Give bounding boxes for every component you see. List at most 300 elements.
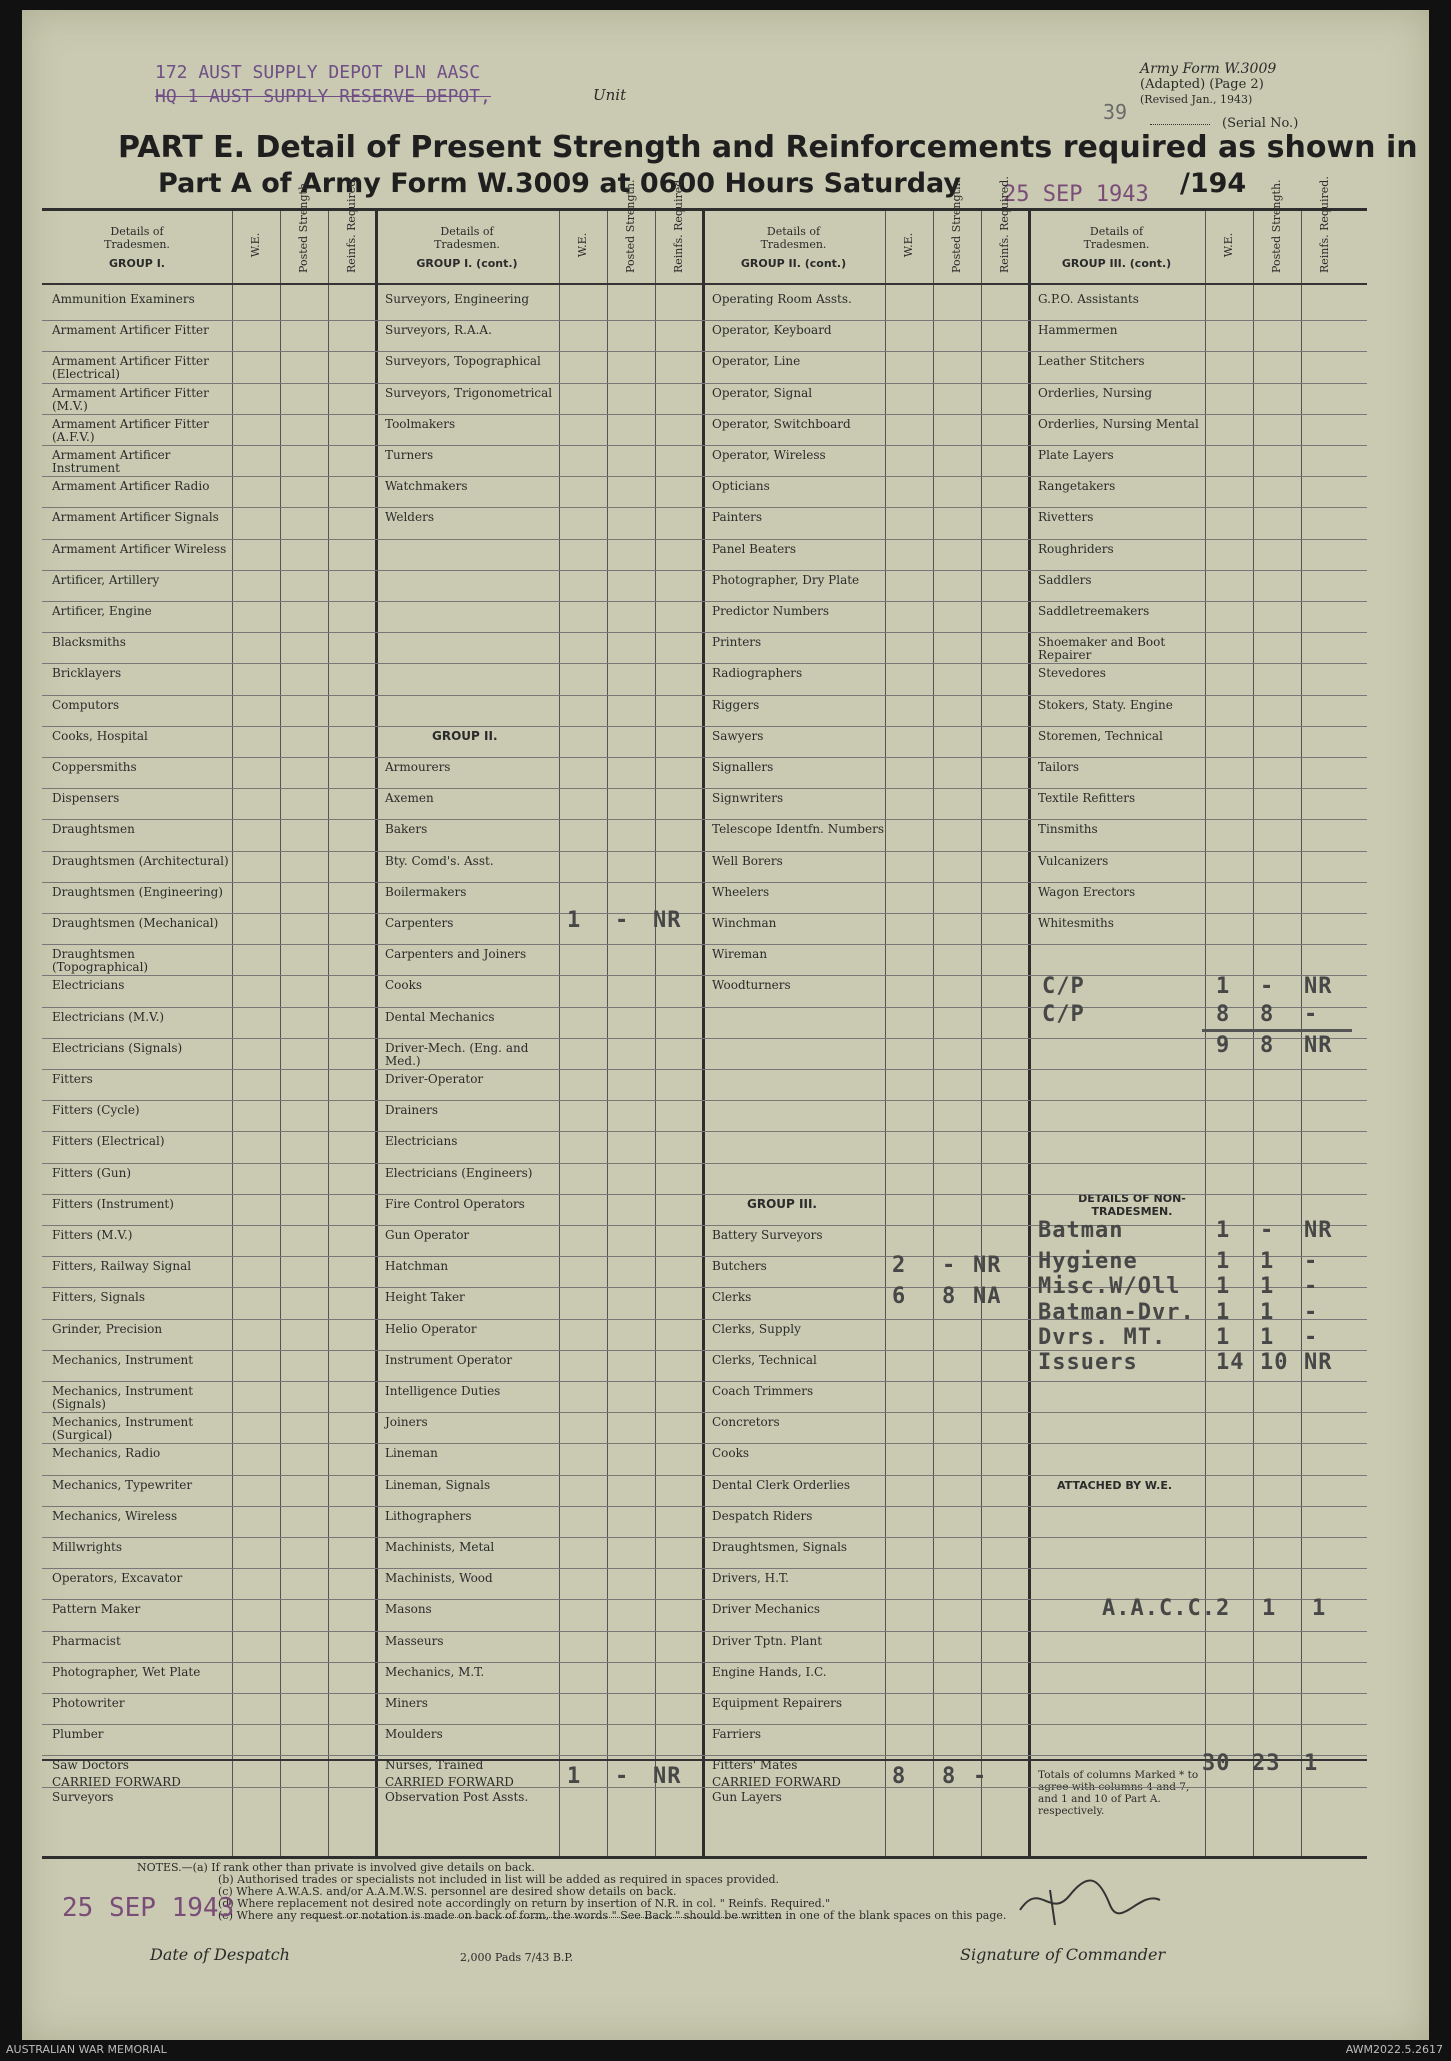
cp-entry: - <box>1304 1001 1319 1027</box>
group1-cont-item: Surveyors, Engineering <box>385 292 530 306</box>
serial-dots <box>1150 124 1210 125</box>
group1-item: Fitters (Cycle) <box>52 1103 140 1118</box>
dvrs_mt-entry: 1 <box>1260 1324 1275 1350</box>
group2-item: Observation Post Assts. <box>385 1789 529 1804</box>
group2-item: Helio Operator <box>385 1321 477 1336</box>
group2-item: Miners <box>385 1696 428 1710</box>
note-line: (b) Authorised trades or specialists not included in list will be added as required in spaces provided. <box>218 1873 780 1886</box>
group1-item: Grinder, Precision <box>52 1321 163 1336</box>
carpenters-entry: 1 <box>567 908 582 933</box>
row-divider <box>42 1755 1367 1756</box>
group3-item: Equipment Repairers <box>712 1696 843 1710</box>
hygiene-entry: 1 <box>1260 1249 1275 1275</box>
cp-total-entry: NR <box>1304 1032 1333 1058</box>
butchers-entry: 2 <box>892 1253 907 1279</box>
hygiene-entry: Hygiene <box>1038 1249 1138 1275</box>
group1-item: Dispensers <box>52 791 120 806</box>
group3-cont-item: Leather Stitchers <box>1038 354 1145 369</box>
header-reinfs-3: Reinfs. Required. <box>998 176 1011 273</box>
misc-entry: 1 <box>1216 1274 1231 1300</box>
group2-item: Bakers <box>385 822 428 837</box>
group1-cont-item: Surveyors, Trigonometrical <box>385 385 553 400</box>
group3-cont-item: Stevedores <box>1038 666 1106 681</box>
cp-entry: - <box>1260 974 1275 1000</box>
unit-struck: HQ 1 AUST SUPPLY RESERVE DEPOT, <box>155 86 491 107</box>
group2-item: Carpenters and Joiners <box>385 947 527 962</box>
row-divider <box>42 383 1367 384</box>
row-divider <box>42 1787 1367 1788</box>
page-title-line2: Part A of Army Form W.3009 at 0600 Hours Saturday <box>158 168 962 199</box>
row-divider <box>42 320 1367 321</box>
group3-cont-item: Rivetters <box>1038 510 1094 525</box>
group1-item: Mechanics, Radio <box>52 1446 161 1461</box>
clerks-entry: NA <box>973 1284 1002 1310</box>
group1-item: Mechanics, Instrument (Surgical) <box>52 1415 194 1443</box>
group1-item: Fitters <box>52 1072 93 1086</box>
group1-item: Pharmacist <box>52 1633 121 1648</box>
group3-cont-item: Textile Refitters <box>1038 791 1136 806</box>
group3-cont-item: Tinsmiths <box>1038 822 1098 837</box>
row-divider <box>42 1537 1367 1538</box>
group3-item: Gun Layers <box>712 1789 782 1804</box>
cp-total-entry: 8 <box>1260 1032 1275 1058</box>
group2-item: Carpenters <box>385 916 454 930</box>
group1-item: Artificer, Artillery <box>52 572 160 587</box>
group1-item: Draughtsmen (Topographical) <box>52 947 149 975</box>
header-reinfs-2: Reinfs. Required. <box>672 176 685 273</box>
header-reinfs-1: Reinfs. Required. <box>345 176 358 273</box>
group3-cont-item: Orderlies, Nursing Mental <box>1038 416 1199 431</box>
note-line: (e) Where any request or notation is made on back of form, the words " See Back " should be written in one of the blank spaces on this page. <box>218 1909 1007 1922</box>
note-line: (d) Where replacement not desired note accordingly on return by insertion of N.R. in col. " Reinfs. Required." <box>218 1897 831 1910</box>
group3-cont-item: Hammermen <box>1038 323 1118 338</box>
group2-title: GROUP II. <box>432 728 498 743</box>
carpenters-entry: NR <box>653 908 682 933</box>
group2-item: Lithographers <box>385 1508 472 1523</box>
row-divider <box>42 663 1367 664</box>
header-we-4: W.E. <box>1222 232 1235 258</box>
group1-item: Armament Artificer Wireless <box>52 541 227 556</box>
group1-item: Artificer, Engine <box>52 604 152 618</box>
group2-item: Driver-Mech. (Eng. and Med.) <box>385 1040 529 1068</box>
carried-forward-values: 8 <box>942 1764 957 1789</box>
group2-item: Electricians (Engineers) <box>385 1165 533 1180</box>
issuers-entry: 10 <box>1260 1350 1289 1375</box>
group1-item: Electricians (Signals) <box>52 1040 183 1055</box>
group2-cont-item: Printers <box>712 635 762 650</box>
group1-item: Bricklayers <box>52 666 122 681</box>
commander-signature <box>1010 1870 1190 1930</box>
unit-label: Unit <box>593 86 627 104</box>
group2-cont-item: Riggers <box>712 697 760 712</box>
batman_dvr-entry: 1 <box>1260 1299 1275 1325</box>
group2-item: Fire Control Operators <box>385 1196 525 1211</box>
totals-note: Totals of columns Marked * to agree with columns 4 and 7, and 1 and 10 of Part A. respectively. <box>1038 1769 1199 1817</box>
group3-cont-item: G.P.O. Assistants <box>1038 292 1139 306</box>
clerks-entry: 8 <box>942 1284 957 1310</box>
group1-item: Draughtsmen (Mechanical) <box>52 916 219 930</box>
serial-number: 39 <box>1103 100 1128 124</box>
group1-item: Operators, Excavator <box>52 1571 183 1586</box>
butchers-entry: - <box>942 1253 957 1279</box>
row-divider <box>42 1225 1367 1226</box>
group1-item: Fitters (M.V.) <box>52 1228 133 1242</box>
group1-item: Electricians <box>52 978 125 993</box>
group1-item: Armament Artificer Radio <box>52 479 210 494</box>
row-divider <box>42 1475 1367 1476</box>
group3-cont-item: Saddletreemakers <box>1038 604 1150 618</box>
aacc-entry: 1 <box>1262 1596 1277 1622</box>
group1-item: Coppersmiths <box>52 760 137 774</box>
misc-entry: 1 <box>1260 1274 1275 1300</box>
despatch-date-stamp: 25 SEP 1943 <box>62 1893 235 1923</box>
group2-item: Gun Operator <box>385 1228 470 1242</box>
cp-entry: 8 <box>1216 1001 1231 1027</box>
group2-cont-item: Radiographers <box>712 666 803 681</box>
note-line: NOTES.—(a) If rank other than private is involved give details on back. <box>137 1861 535 1874</box>
group2-cont-item: Winchman <box>712 916 777 930</box>
batman-entry: 1 <box>1216 1218 1231 1243</box>
group2-item: Masseurs <box>385 1633 444 1648</box>
attached-title: ATTACHED BY W.E. <box>1057 1478 1173 1492</box>
row-divider <box>42 1568 1367 1569</box>
group3-item: Cooks <box>712 1446 750 1461</box>
group1-item: Surveyors <box>52 1789 114 1804</box>
group1-item: Computors <box>52 697 120 712</box>
group2-cont-item: Painters <box>712 510 763 525</box>
archive-id: AWM2022.5.2617 <box>1345 2043 1443 2056</box>
group1-item: Blacksmiths <box>52 635 126 650</box>
group2-item: Joiners <box>385 1415 428 1430</box>
group1-item: Armament Artificer Fitter (A.F.V.) <box>52 416 209 444</box>
group1-item: Mechanics, Typewriter <box>52 1477 193 1492</box>
header-posted-1: Posted Strength. <box>297 179 310 273</box>
group1-item: Fitters (Instrument) <box>52 1196 174 1211</box>
group3-item: Coach Trimmers <box>712 1384 814 1398</box>
group3-item: Despatch Riders <box>712 1508 813 1523</box>
group2-cont-item: Panel Beaters <box>712 541 797 556</box>
header-posted-3: Posted Strength. <box>950 179 963 273</box>
row-divider <box>42 1100 1367 1101</box>
header-reinfs-4: Reinfs. Required. <box>1318 176 1331 273</box>
row-divider <box>42 913 1367 914</box>
header-posted-4: Posted Strength. <box>1270 179 1283 273</box>
misc-entry: Misc.W/Oll <box>1038 1274 1181 1300</box>
row-divider <box>42 788 1367 789</box>
issuers-entry: Issuers <box>1038 1350 1138 1375</box>
group1-item: Mechanics, Wireless <box>52 1508 178 1523</box>
group1-item: Draughtsmen <box>52 822 135 837</box>
page-title-line1: PART E. Detail of Present Strength and Reinforcements required as shown in <box>118 130 1418 165</box>
cp-total-entry: 9 <box>1216 1032 1231 1058</box>
group1-cont-item: Toolmakers <box>385 416 456 431</box>
group3-item: Farriers <box>712 1727 761 1742</box>
group1-item: Armament Artificer Fitter (Electrical) <box>52 354 209 382</box>
group2-cont-item: Photographer, Dry Plate <box>712 572 860 587</box>
carried-forward-3: CARRIED FORWARD <box>712 1775 841 1789</box>
header-we-1: W.E. <box>249 232 262 258</box>
group1-item: Plumber <box>52 1727 104 1742</box>
group1-cont-item: Welders <box>385 510 434 525</box>
row-divider <box>42 1443 1367 1444</box>
despatch-label: Date of Despatch <box>150 1945 290 1964</box>
group1-item: Armament Artificer Fitter (M.V.) <box>52 385 209 413</box>
group3-cont-item: Vulcanizers <box>1038 853 1109 868</box>
group3-item: Fitters' Mates <box>712 1758 798 1773</box>
batman-entry: Batman <box>1038 1218 1124 1243</box>
group1-item: Fitters (Gun) <box>52 1165 132 1180</box>
group3-item: Driver Tptn. Plant <box>712 1633 823 1648</box>
group1-item: Fitters (Electrical) <box>52 1134 165 1149</box>
carried-forward-values: - <box>615 1764 630 1789</box>
row-divider <box>42 1194 1367 1195</box>
group3-cont-item: Orderlies, Nursing <box>1038 385 1153 400</box>
carried-forward-1: CARRIED FORWARD <box>52 1775 181 1789</box>
row-divider <box>42 632 1367 633</box>
group1-item: Photographer, Wet Plate <box>52 1664 201 1679</box>
group2-item: Dental Mechanics <box>385 1009 495 1024</box>
row-divider <box>42 1693 1367 1694</box>
cp-entry: C/P <box>1042 974 1085 1000</box>
form-ref-line: Army Form W.3009 <box>1140 61 1277 77</box>
carried-forward-2: CARRIED FORWARD <box>385 1775 514 1789</box>
row-divider <box>42 695 1367 696</box>
print-reference: 2,000 Pads 7/43 B.P. <box>460 1951 574 1964</box>
group3-cont-item: Stokers, Staty. Engine <box>1038 697 1173 712</box>
group3-cont-item: Roughriders <box>1038 541 1114 556</box>
aacc-entry: A.A.C.C. <box>1102 1596 1216 1622</box>
archive-strip <box>0 2040 1451 2061</box>
misc-entry: - <box>1304 1274 1319 1300</box>
group1-item: Mechanics, Instrument (Signals) <box>52 1384 194 1411</box>
group1-item: Fitters, Signals <box>52 1290 146 1305</box>
group3-title: GROUP III. <box>747 1196 817 1211</box>
group1-item: Millwrights <box>52 1540 123 1554</box>
group2-item: Machinists, Metal <box>385 1540 495 1554</box>
group3-item: Battery Surveyors <box>712 1228 823 1242</box>
carried-forward-values: - <box>973 1764 988 1789</box>
totals-values: 30 <box>1202 1751 1231 1776</box>
group2-item: Armourers <box>385 760 451 774</box>
hygiene-entry: - <box>1304 1249 1319 1275</box>
group2-item: Cooks <box>385 978 423 993</box>
group2-item: Machinists, Wood <box>385 1571 493 1586</box>
group2-item: Electricians <box>385 1134 458 1149</box>
cp-entry: 8 <box>1260 1001 1275 1027</box>
clerks-entry: 6 <box>892 1284 907 1310</box>
row-divider <box>42 1381 1367 1382</box>
row-divider <box>42 1256 1367 1257</box>
batman-entry: NR <box>1304 1218 1333 1243</box>
group1-item: Draughtsmen (Architectural) <box>52 853 229 868</box>
cp-total-rule <box>1202 1029 1352 1032</box>
group3-cont-item: Plate Layers <box>1038 448 1114 462</box>
group1-item: Draughtsmen (Engineering) <box>52 884 223 899</box>
row-divider <box>42 882 1367 883</box>
group2-item: Boilermakers <box>385 884 467 899</box>
group1-cont-item: Watchmakers <box>385 479 468 494</box>
title-date-stamp: 25 SEP 1943 <box>1003 182 1149 207</box>
group3-cont-item: Tailors <box>1038 760 1080 774</box>
row-divider <box>42 351 1367 352</box>
row-divider <box>42 1163 1367 1164</box>
batman_dvr-entry: - <box>1304 1299 1319 1325</box>
row-divider <box>42 944 1367 945</box>
header-posted-2: Posted Strength. <box>624 179 637 273</box>
totals-values: 23 <box>1252 1751 1281 1776</box>
row-divider <box>42 819 1367 820</box>
group2-cont-item: Well Borers <box>712 853 783 868</box>
group2-item: Lineman <box>385 1446 438 1461</box>
group3-item: Dental Clerk Orderlies <box>712 1477 851 1492</box>
cp-entry: C/P <box>1042 1001 1085 1027</box>
carried-forward-values: NR <box>653 1764 682 1789</box>
issuers-entry: NR <box>1304 1350 1333 1375</box>
row-divider <box>42 757 1367 758</box>
header-we-3: W.E. <box>902 232 915 258</box>
aacc-entry: 2 <box>1216 1596 1231 1622</box>
col1-header: Details of Tradesmen. GROUP I. <box>104 225 170 270</box>
row-divider <box>42 1662 1367 1663</box>
row-divider <box>42 601 1367 602</box>
group1-item: Pattern Maker <box>52 1602 141 1617</box>
group3-cont-item: Whitesmiths <box>1038 916 1114 930</box>
group3-item: Engine Hands, I.C. <box>712 1664 827 1679</box>
dvrs_mt-entry: Dvrs. MT. <box>1038 1324 1167 1350</box>
archive-left: AUSTRALIAN WAR MEMORIAL <box>6 2043 167 2056</box>
group2-item: Driver-Operator <box>385 1072 484 1086</box>
row-divider <box>42 1724 1367 1725</box>
row-divider <box>42 851 1367 852</box>
group2-cont-item: Operator, Signal <box>712 385 813 400</box>
group3-item: Clerks, Technical <box>712 1352 817 1367</box>
batman_dvr-entry: Batman-Dvr. <box>1038 1299 1195 1325</box>
group3-cont-item: Storemen, Technical <box>1038 728 1163 743</box>
dvrs_mt-entry: 1 <box>1216 1324 1231 1350</box>
row-divider <box>42 1350 1367 1351</box>
group1-item: Saw Doctors <box>52 1758 129 1773</box>
group3-cont-item: Wagon Erectors <box>1038 884 1136 899</box>
row-divider <box>42 445 1367 446</box>
row-divider <box>42 1506 1367 1507</box>
col3-header: Details of Tradesmen. GROUP II. (cont.) <box>740 225 847 270</box>
group2-item: Moulders <box>385 1727 443 1742</box>
row-divider <box>42 476 1367 477</box>
aacc-entry: 1 <box>1312 1596 1327 1622</box>
group3-cont-item: Rangetakers <box>1038 479 1116 494</box>
cp-entry: 1 <box>1216 974 1231 1000</box>
group1-cont-item: Turners <box>385 448 434 462</box>
group2-item: Mechanics, M.T. <box>385 1664 485 1679</box>
row-divider <box>42 1412 1367 1413</box>
group2-item: Hatchman <box>385 1259 449 1274</box>
group2-item: Intelligence Duties <box>385 1384 501 1398</box>
row-divider <box>42 1131 1367 1132</box>
group1-cont-item: Surveyors, Topographical <box>385 354 541 369</box>
group2-cont-item: Operating Room Assts. <box>712 292 852 306</box>
group1-item: Fitters, Railway Signal <box>52 1259 192 1274</box>
group2-cont-item: Predictor Numbers <box>712 604 830 618</box>
row-divider <box>42 1007 1367 1008</box>
group1-item: Electricians (M.V.) <box>52 1009 165 1024</box>
form-ref-line: (Adapted) (Page 2) <box>1140 77 1264 92</box>
row-divider <box>42 570 1367 571</box>
group3-item: Clerks, Supply <box>712 1321 801 1336</box>
dvrs_mt-entry: - <box>1304 1324 1319 1350</box>
group2-cont-item: Signallers <box>712 760 774 774</box>
carpenters-entry: - <box>615 908 630 933</box>
group1-item: Cooks, Hospital <box>52 728 148 743</box>
row-divider <box>42 539 1367 540</box>
group2-item: Axemen <box>385 791 434 806</box>
notes-dots <box>310 1917 780 1918</box>
group1-item: Armament Artificer Instrument <box>52 448 171 475</box>
title-year: /194 <box>1180 168 1247 199</box>
group3-item: Draughtsmen, Signals <box>712 1540 848 1554</box>
row-divider <box>42 726 1367 727</box>
col4-header: Details of Tradesmen. GROUP III. (cont.) <box>1061 225 1172 270</box>
row-divider <box>42 414 1367 415</box>
group3-item: Butchers <box>712 1259 767 1274</box>
signature-label: Signature of Commander <box>960 1945 1166 1964</box>
group2-cont-item: Opticians <box>712 479 770 494</box>
group2-item: Lineman, Signals <box>385 1477 491 1492</box>
group2-cont-item: Telescope Identfn. Numbers <box>712 822 884 837</box>
group2-cont-item: Woodturners <box>712 978 791 993</box>
unit-stamp: 172 AUST SUPPLY DEPOT PLN AASC <box>155 62 481 83</box>
group2-cont-item: Operator, Keyboard <box>712 323 832 338</box>
group3-item: Clerks <box>712 1290 752 1305</box>
row-divider <box>42 1069 1367 1070</box>
form-reference <box>1140 62 1276 107</box>
group2-item: Instrument Operator <box>385 1352 513 1367</box>
butchers-entry: NR <box>973 1253 1002 1279</box>
nontradesmen-title: DETAILS OF NON-TRADESMEN. <box>1078 1191 1186 1218</box>
group2-item: Drainers <box>385 1103 439 1118</box>
group3-item: Drivers, H.T. <box>712 1571 789 1586</box>
group2-cont-item: Operator, Line <box>712 354 801 369</box>
batman-entry: - <box>1260 1218 1275 1243</box>
note-line: (c) Where A.W.A.S. and/or A.A.M.W.S. personnel are desired show details on back. <box>218 1885 677 1898</box>
group2-cont-item: Sawyers <box>712 728 764 743</box>
group1-item: Ammunition Examiners <box>52 292 195 306</box>
col2-header: Details of Tradesmen. GROUP I. (cont.) <box>416 225 518 270</box>
header-we-2: W.E. <box>576 232 589 258</box>
group2-item: Height Taker <box>385 1290 465 1305</box>
row-divider <box>42 975 1367 976</box>
group2-cont-item: Wheelers <box>712 884 770 899</box>
group2-cont-item: Signwriters <box>712 791 784 806</box>
group1-cont-item: Surveyors, R.A.A. <box>385 323 492 338</box>
group1-item: Photowriter <box>52 1696 125 1710</box>
cp-entry: NR <box>1304 974 1333 1000</box>
row-divider <box>42 507 1367 508</box>
group2-item: Nurses, Trained <box>385 1758 484 1773</box>
group3-cont-item: Shoemaker and Boot Repairer <box>1038 635 1166 663</box>
group3-item: Driver Mechanics <box>712 1602 821 1617</box>
totals-values: 1 <box>1304 1751 1319 1776</box>
carried-forward-values: 1 <box>567 1764 582 1789</box>
group3-item: Concretors <box>712 1415 780 1430</box>
group2-item: Masons <box>385 1602 432 1617</box>
group2-cont-item: Wireman <box>712 947 768 962</box>
batman_dvr-entry: 1 <box>1216 1299 1231 1325</box>
group2-cont-item: Operator, Wireless <box>712 448 826 462</box>
group2-cont-item: Operator, Switchboard <box>712 416 851 431</box>
group1-item: Mechanics, Instrument <box>52 1352 194 1367</box>
row-divider <box>42 1631 1367 1632</box>
row-divider <box>42 1038 1367 1039</box>
